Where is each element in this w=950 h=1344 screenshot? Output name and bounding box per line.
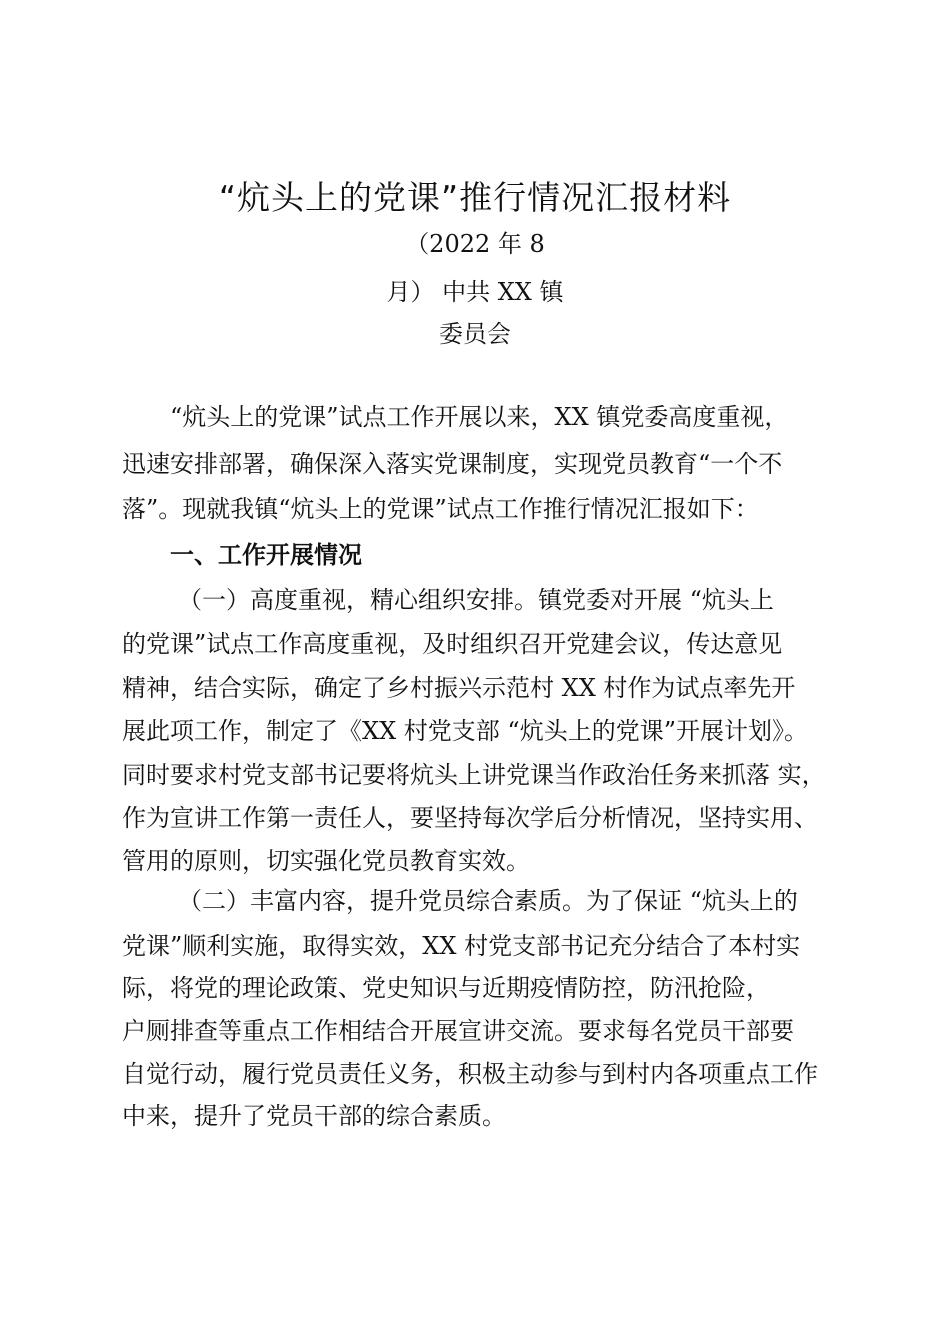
paragraph-line: 迅速安排部署，确保深入落实党课制度，实现党员教育“一个不 xyxy=(122,450,783,478)
paragraph-line: （一）高度重视，精心组织安排。镇党委对开展 “炕头上 xyxy=(178,586,774,614)
section-heading: 一、工作开展情况 xyxy=(170,541,362,569)
paragraph-line: （二）丰富内容，提升党员综合素质。为了保证 “炕头上的 xyxy=(178,887,798,915)
paragraph-line: 精神，结合实际，确定了乡村振兴示范村 XX 村作为试点率先开 xyxy=(122,674,796,702)
paragraph-line: 作为宣讲工作第一责任人，要坚持每次学后分析情况，坚持实用、 xyxy=(122,804,818,832)
document-title: “炕头上的党课”推行情况汇报材料 xyxy=(218,178,732,217)
paragraph-line: 管用的原则，切实强化党员教育实效。 xyxy=(122,847,530,875)
paragraph-line: 中来，提升了党员干部的综合素质。 xyxy=(122,1102,506,1130)
paragraph-line: 际，将党的理论政策、党史知识与近期疫情防控，防汛抢险， xyxy=(122,974,770,1002)
paragraph-line: 展此项工作，制定了《XX 村党支部 “炕头上的党课”开展计划》。 xyxy=(122,717,808,745)
date-line: （2022 年 8 xyxy=(405,230,545,258)
paragraph-line: 的党课”试点工作高度重视，及时组织召开党建会议，传达意见 xyxy=(122,630,783,658)
paragraph-line: 党课”顺利实施，取得实效，XX 村党支部书记充分结合了本村实 xyxy=(122,932,801,960)
paragraph-line: 落”。现就我镇“炕头上的党课”试点工作推行情况汇报如下： xyxy=(122,495,759,523)
paragraph-line: 户厕排查等重点工作相结合开展宣讲交流。要求每名党员干部要 xyxy=(122,1017,794,1045)
paragraph-line: 自觉行动，履行党员责任义务，积极主动参与到村内各项重点工作 xyxy=(122,1060,818,1088)
paragraph-line: 同时要求村党支部书记要将炕头上讲党课当作政治任务来抓落 实， xyxy=(122,761,826,789)
issuer-line: 月） 中共 XX 镇 xyxy=(386,278,564,306)
paragraph-line: “炕头上的党课”试点工作开展以来，XX 镇党委高度重视， xyxy=(170,403,789,431)
issuer-line-continued: 委员会 xyxy=(439,320,511,348)
document-body xyxy=(122,0,842,1344)
